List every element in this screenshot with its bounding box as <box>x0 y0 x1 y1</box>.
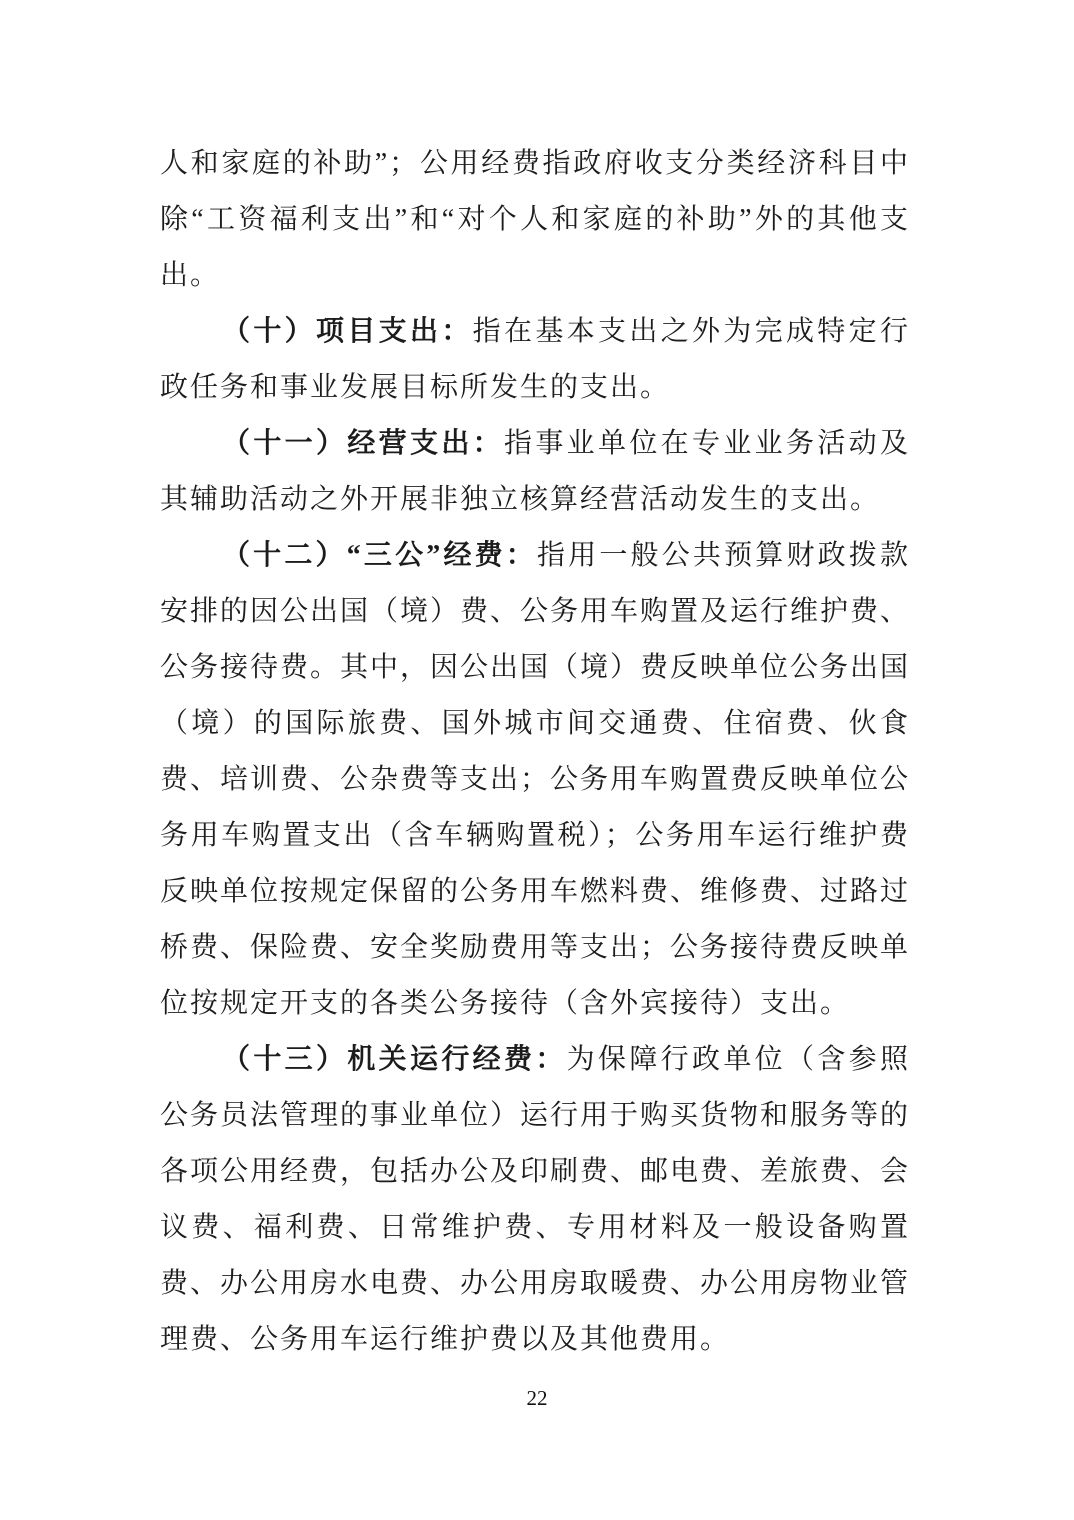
paragraph-text: 人和家庭的补助”；公用经费指政府收支分类经济科目中除“工资福利支出”和“对个人和家庭的补助”外的其他支出。 <box>160 148 910 291</box>
paragraph-text: 指用一般公共预算财政拨款安排的因公出国（境）费、公务用车购置及运行维护费、公务接待费。其中，因公出国（境）费反映单位公务出国（境）的国际旅费、国外城市间交通费、住宿费、伙食费、培训费、公杂费等支出；公务用车购置费反映单位公务用车购置支出（含车辆购置税）；公务用车运行维护费反映单位按规定保留的公务用车燃料费、维修费、过路过桥费、保险费、安全奖励费用等支出；公务接待费反映单位按规定开支的各类公务接待（含外宾接待）支出。 <box>160 540 911 1019</box>
section-heading-item-13: （十三）机关运行经费： <box>222 1044 567 1075</box>
section-heading-item-11: （十一）经营支出： <box>222 428 504 459</box>
paragraph-text: 为保障行政单位（含参照公务员法管理的事业单位）运行用于购买货物和服务等的各项公用经费，包括办公及印刷费、邮电费、差旅费、会议费、福利费、日常维护费、专用材料及一般设备购置费、办公用房水电费、办公用房取暖费、办公用房物业管理费、公务用车运行维护费以及其他费用。 <box>160 1044 911 1355</box>
paragraph-item-12 <box>160 528 910 1032</box>
paragraph-text: 指在基本支出之外为完成特定行政任务和事业发展目标所发生的支出。 <box>160 316 910 403</box>
paragraph-continuation <box>160 136 910 304</box>
section-heading-item-12: （十二）“三公”经费： <box>222 540 537 571</box>
paragraph-item-13 <box>160 1032 910 1368</box>
paragraph-item-11 <box>160 416 910 528</box>
page-number: 22 <box>526 1386 548 1410</box>
section-heading-item-10: （十）项目支出： <box>222 316 473 347</box>
paragraph-text: 指事业单位在专业业务活动及其辅助活动之外开展非独立核算经营活动发生的支出。 <box>160 428 910 515</box>
paragraph-item-10 <box>160 304 910 416</box>
document-body <box>160 136 910 1368</box>
